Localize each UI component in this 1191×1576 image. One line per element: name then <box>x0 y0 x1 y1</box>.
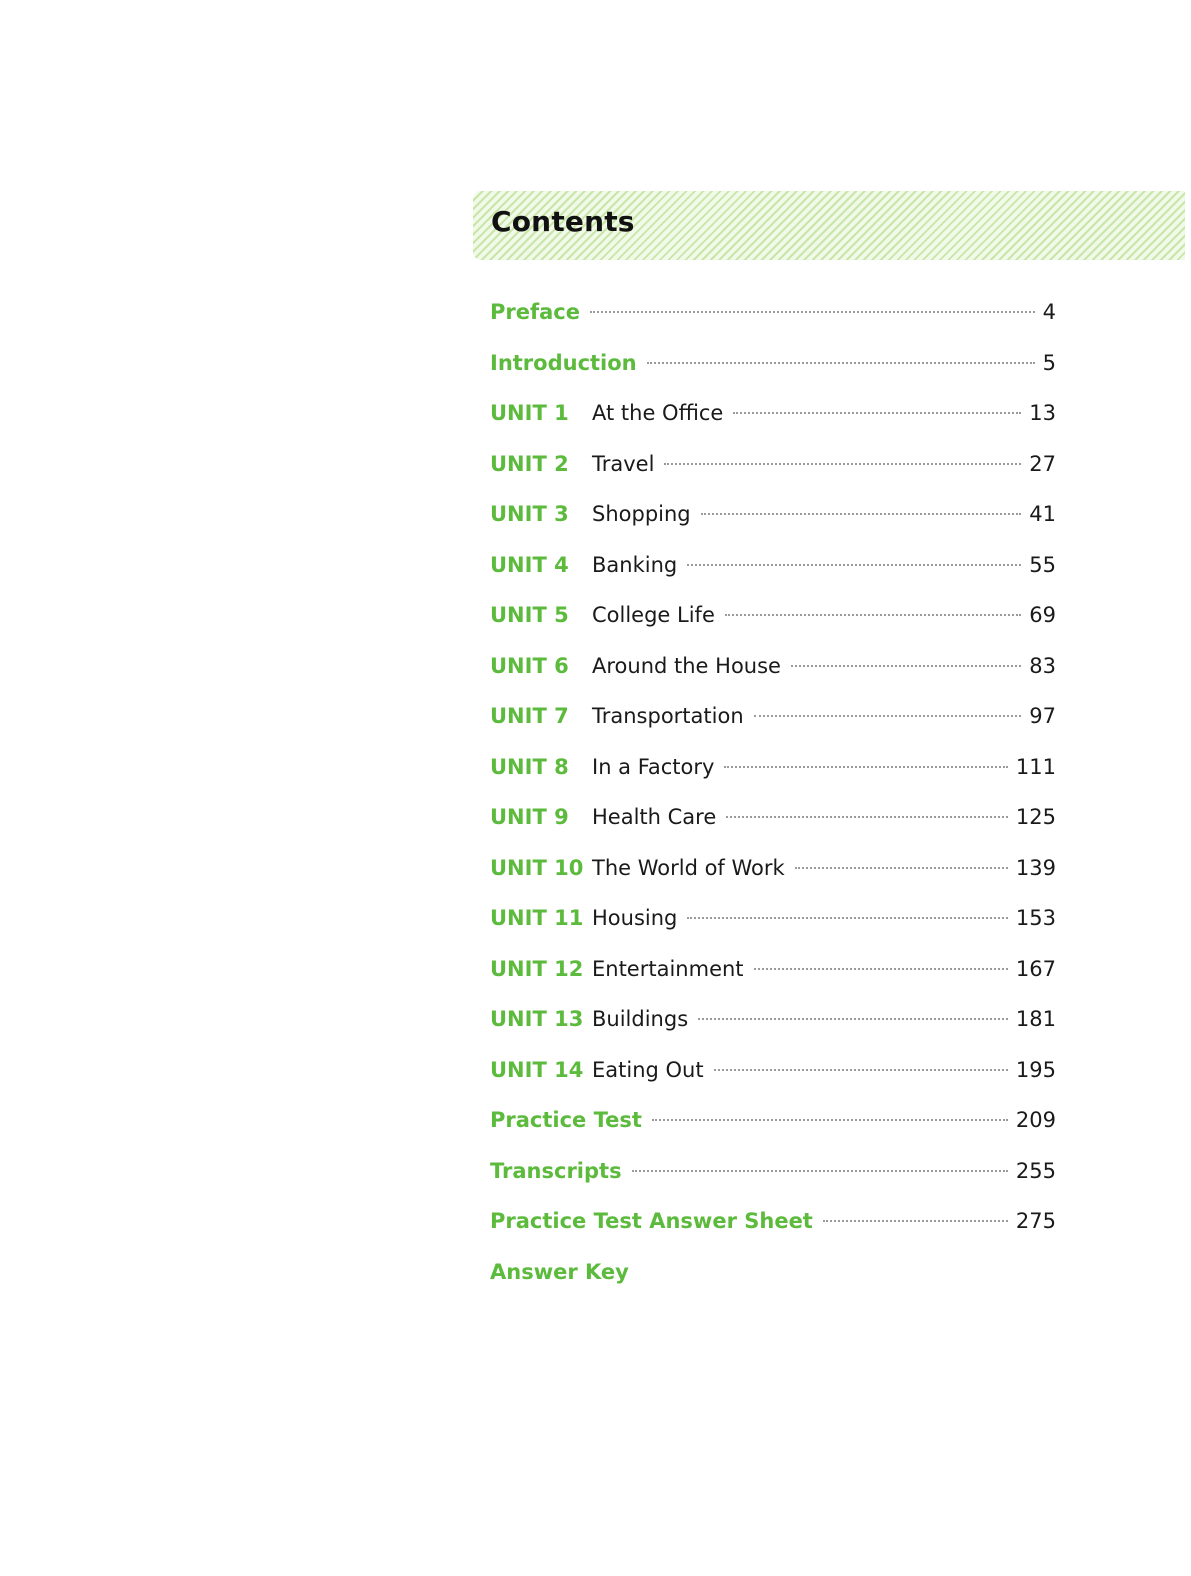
dot-leader <box>726 816 1008 818</box>
section-name: Practice Test Answer Sheet <box>490 1209 813 1233</box>
toc-entry[interactable] <box>490 1209 1056 1260</box>
toc-entry[interactable] <box>490 1159 1056 1210</box>
unit-title: Banking <box>592 552 678 577</box>
unit-number: UNIT 3 <box>490 502 569 526</box>
toc-entry[interactable] <box>490 502 1056 553</box>
toc-entry[interactable] <box>490 755 1056 806</box>
page-number: 55 <box>1029 552 1056 577</box>
dot-leader <box>664 463 1021 465</box>
page-number: 4 <box>1042 300 1056 324</box>
unit-number: UNIT 2 <box>490 451 569 476</box>
dot-leader <box>724 766 1007 768</box>
dot-leader <box>714 1069 1008 1071</box>
section-name: Transcripts <box>490 1158 622 1183</box>
dot-leader <box>647 362 1035 364</box>
unit-title: College Life <box>592 603 715 627</box>
page-number: 275 <box>1015 1209 1056 1233</box>
dot-leader <box>701 513 1022 515</box>
toc-entry[interactable] <box>490 351 1056 402</box>
unit-number: UNIT 1 <box>490 401 569 425</box>
toc-entry[interactable] <box>490 553 1056 604</box>
dot-leader <box>823 1220 1008 1222</box>
unit-title: Housing <box>592 906 678 930</box>
page-number: 13 <box>1029 401 1056 425</box>
unit-title: Travel <box>592 451 655 476</box>
unit-title: The World of Work <box>592 855 785 880</box>
unit-title: Eating Out <box>592 1057 704 1082</box>
page-number: 41 <box>1029 502 1056 526</box>
page-number: 153 <box>1015 906 1056 930</box>
unit-title: At the Office <box>592 401 724 425</box>
page-number: 181 <box>1015 1007 1056 1031</box>
page-number: 167 <box>1015 956 1056 981</box>
page-number: 111 <box>1015 754 1056 779</box>
dot-leader <box>687 564 1021 566</box>
unit-title: In a Factory <box>592 754 715 779</box>
toc-entry[interactable] <box>490 1108 1056 1159</box>
unit-number: UNIT 8 <box>490 754 569 779</box>
page-number: 83 <box>1029 653 1056 678</box>
table-of-contents <box>490 300 1056 1310</box>
dot-leader <box>795 867 1008 869</box>
unit-title: Shopping <box>592 502 691 526</box>
page-number: 139 <box>1015 855 1056 880</box>
unit-number: UNIT 11 <box>490 906 584 930</box>
toc-entry[interactable] <box>490 300 1056 351</box>
toc-entry[interactable] <box>490 906 1056 957</box>
dot-leader <box>652 1119 1008 1121</box>
page-title: Contents <box>491 205 635 238</box>
unit-number: UNIT 13 <box>490 1007 584 1031</box>
page-number: 97 <box>1029 704 1056 728</box>
page-number: 27 <box>1029 451 1056 476</box>
unit-number: UNIT 7 <box>490 704 569 728</box>
section-name: Preface <box>490 300 580 324</box>
unit-number: UNIT 4 <box>490 552 569 577</box>
unit-title: Around the House <box>592 653 781 678</box>
toc-entry[interactable] <box>490 1058 1056 1109</box>
dot-leader <box>754 715 1022 717</box>
unit-title: Transportation <box>592 704 744 728</box>
unit-number: UNIT 14 <box>490 1057 584 1082</box>
toc-entry[interactable] <box>490 654 1056 705</box>
dot-leader <box>698 1018 1008 1020</box>
dot-leader <box>754 968 1008 970</box>
page-number: 69 <box>1029 603 1056 627</box>
toc-entry[interactable] <box>490 1007 1056 1058</box>
dot-leader <box>725 614 1021 616</box>
page-number: 125 <box>1015 805 1056 829</box>
section-name: Answer Key <box>490 1259 629 1284</box>
dot-leader <box>632 1170 1008 1172</box>
unit-title: Health Care <box>592 805 717 829</box>
unit-number: UNIT 12 <box>490 956 584 981</box>
dot-leader <box>687 917 1008 919</box>
page-number: 209 <box>1015 1108 1056 1132</box>
unit-number: UNIT 9 <box>490 805 569 829</box>
page-number: 255 <box>1015 1158 1056 1183</box>
dot-leader <box>590 311 1035 313</box>
unit-number: UNIT 5 <box>490 603 569 627</box>
unit-number: UNIT 6 <box>490 653 569 678</box>
page-number: 5 <box>1042 350 1056 375</box>
unit-number: UNIT 10 <box>490 855 584 880</box>
toc-entry[interactable] <box>490 603 1056 654</box>
toc-entry[interactable] <box>490 957 1056 1008</box>
dot-leader <box>791 665 1021 667</box>
toc-entry[interactable] <box>490 704 1056 755</box>
contents-header-band <box>473 191 1185 260</box>
section-name: Introduction <box>490 350 637 375</box>
unit-title: Buildings <box>592 1007 689 1031</box>
page-number: 195 <box>1015 1057 1056 1082</box>
unit-title: Entertainment <box>592 956 744 981</box>
dot-leader <box>733 412 1021 414</box>
toc-entry[interactable] <box>490 452 1056 503</box>
toc-entry[interactable] <box>490 1260 1056 1311</box>
toc-entry[interactable] <box>490 401 1056 452</box>
toc-entry[interactable] <box>490 805 1056 856</box>
toc-entry[interactable] <box>490 856 1056 907</box>
section-name: Practice Test <box>490 1108 642 1132</box>
